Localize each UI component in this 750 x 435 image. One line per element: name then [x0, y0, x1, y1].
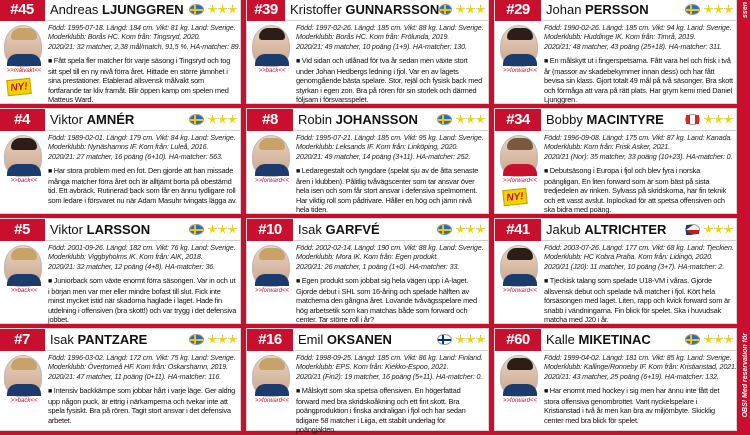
last-name: ALTRICHTER: [584, 222, 667, 237]
facts-stats: 2020/21: 26 matcher, 1 poäng (1+0). HA-matcher: 33.: [296, 261, 460, 271]
rating-star-icon: [218, 335, 227, 344]
country-flag-icon: [189, 224, 204, 235]
country-flag-icon: [685, 114, 700, 125]
position-label: >>forward<<: [502, 288, 538, 294]
player-description: ■ Intensiv backkämpe som jobbar hårt i varje läge. Ger aldrig upp någon puck, är ettrig i närkamperna och tvekar inte att spela fysiskt. Bra på rören. Tagit stort ansvar i det defensiva arbetet.: [48, 386, 237, 428]
facts-birth: Född: 2003-07-26. Längd: 177 cm. Vikt: 68 kg. Land: Tjeckien.: [544, 243, 734, 252]
side-text-bottom: OBS! Med reservation för: [742, 332, 749, 417]
side-text-top: ssen: [742, 2, 749, 18]
rating-star-icon: [208, 115, 217, 124]
first-name: Viktor: [50, 222, 83, 237]
player-facts: [544, 133, 733, 161]
player-name: [541, 112, 685, 127]
rating-star-icon: [476, 5, 485, 14]
player-card: [0, 108, 241, 214]
rating-star-icon: [466, 115, 475, 124]
facts-birth: Född: 2001-09-26. Längd: 182 cm. Vikt: 76 kg. Land: Sverige.: [48, 243, 236, 252]
position-label: >>back<<: [10, 178, 38, 184]
player-card: [0, 328, 241, 431]
last-name: PANTZARE: [77, 332, 148, 347]
player-card: [246, 108, 489, 214]
player-facts: [544, 353, 737, 381]
player-name: [45, 2, 189, 17]
card-header: [0, 219, 240, 241]
facts-club: Moderklubb: Mora IK. Kom från: Egen produkt.: [296, 252, 439, 262]
position-label: >>forward<<: [254, 398, 290, 404]
country-flag-icon: [189, 114, 204, 125]
player-photo: [500, 355, 538, 397]
rating-star-icon: [456, 225, 465, 234]
facts-birth: Född: 1996-03-02. Längd: 172 cm. Vikt: 75 kg. Land: Sverige.: [48, 353, 236, 362]
card-header: [495, 219, 736, 241]
country-flag-icon: [437, 114, 452, 125]
facts-stats: 2020/21: 49 matcher, 14 poäng (3+11). HA-matcher: 252.: [296, 151, 471, 161]
player-description: ■ Debutsäsong i Europa i fjol och blev fyra i norska poängligan. En liten forward som är som bäst på sista tredjedelen av rinken. Sylvass på skridskorna, har fin teknik och ett vasst avslut. Inplockad för att spetsa offensiven och ska bidra med poäng.: [544, 166, 733, 211]
rating-stars: [456, 5, 485, 14]
rating-stars: [704, 115, 733, 124]
player-name: [541, 222, 685, 237]
rating-star-icon: [724, 225, 733, 234]
player-name: [285, 2, 439, 17]
facts-birth: Född: 1989-02-01. Längd: 179 cm. Vikt: 84 kg. Land: Sverige.: [48, 133, 236, 142]
facts-stats: 2020/21: 43 matcher, 25 poäng (6+19). HA-matcher: 132.: [544, 371, 719, 381]
first-name: Isak: [50, 332, 74, 347]
rating-star-icon: [724, 115, 733, 124]
player-photo: [500, 25, 538, 67]
player-photo: [252, 135, 290, 177]
rating-stars: [208, 5, 237, 14]
facts-birth: Född: 1995-07-18. Längd: 184 cm. Vikt: 81 kg. Land: Sverige.: [48, 23, 236, 32]
jersey-number: #4: [0, 109, 45, 131]
rating-stars: [208, 225, 237, 234]
rating-star-icon: [466, 225, 475, 234]
last-name: MIKETINAC: [578, 332, 651, 347]
player-photo: [252, 25, 290, 67]
player-card: [494, 0, 737, 104]
rating-star-icon: [208, 5, 217, 14]
player-facts: [48, 133, 237, 161]
last-name: GARFVÉ: [325, 222, 380, 237]
position-label: >>back<<: [258, 68, 286, 74]
player-description: ■ Vid sidan och utlånad för tva år sedan men växte stort under Johan Hedbergs ledning i fjol. Var en av lagets genomgående bästa spelare. Stor, rejäl och fysisk back med styrkan i egen zon. Bra på rören för sin storlek och därmed följsam i försvarsspelet.: [296, 56, 485, 101]
first-name: Johan: [546, 2, 582, 17]
player-name: [541, 332, 685, 347]
rating-star-icon: [228, 5, 237, 14]
player-name: [45, 332, 189, 347]
jersey-number: #39: [247, 0, 285, 21]
rating-star-icon: [704, 335, 713, 344]
player-name: [541, 2, 685, 17]
player-card: [494, 108, 737, 214]
player-name: [293, 112, 437, 127]
first-name: Robin: [298, 112, 332, 127]
last-name: JOHANSSON: [335, 112, 418, 127]
facts-stats: 2020/21: 27 matcher, 16 poäng (6+10). HA-matcher: 563.: [48, 151, 223, 161]
player-name: [45, 222, 189, 237]
jersey-number: #45: [0, 0, 45, 21]
rating-stars: [456, 335, 485, 344]
facts-club: Moderklubb: Viggbyholms IK. Kom från: AIK, 2018.: [48, 252, 203, 262]
rating-star-icon: [228, 335, 237, 344]
rating-star-icon: [724, 335, 733, 344]
jersey-number: #29: [495, 0, 541, 21]
player-name: [293, 332, 437, 347]
player-photo: [252, 245, 290, 287]
last-name: GUNNARSSON: [345, 2, 440, 17]
player-facts: [296, 133, 485, 161]
last-name: AMNÉR: [86, 112, 135, 127]
player-facts: [48, 243, 237, 271]
facts-stats: 2020/21 (J20): 11 matcher, 10 poäng (3+7). HA-matcher: 2.: [544, 261, 725, 271]
first-name: Viktor: [50, 112, 83, 127]
card-header: [495, 109, 736, 131]
player-photo: [252, 355, 290, 397]
first-name: Andreas: [50, 2, 99, 17]
rating-stars: [456, 225, 485, 234]
jersey-number: #60: [495, 329, 541, 351]
last-name: LJUNGGREN: [102, 2, 184, 17]
position-label: >>back<<: [10, 288, 38, 294]
rating-stars: [456, 115, 485, 124]
player-card: [246, 218, 489, 324]
facts-stats: 2020/21: 32 matcher, 12 poäng (4+8). HA-matcher: 36.: [48, 261, 216, 271]
card-header: [247, 0, 488, 21]
first-name: Jakub: [546, 222, 581, 237]
player-description: ■ Har stora problem med en fot. Den gjorde att han missade många matcher förra året och är alltjämt borta på obestämd tid. Ett avbräck. Rutinerad back som får en ännu tydligare roll som ledare i försvaret nu när Adam Masuhr tvingats lägga av.: [48, 166, 237, 211]
player-name: [293, 222, 437, 237]
last-name: OKSANEN: [326, 332, 392, 347]
player-description: ■ Juniorback som växte enormt förra säsongen. Var in och ut i början men var mer eller mindre bofast till slut. Fick inte minst mycket istid när skadorna haglade i laget. Hade fin utdelning i offensiven (bra skott!) och var trygg i det defensiva jobbet.: [48, 276, 237, 321]
facts-stats: 2020/21: 49 matcher, 10 poäng (1+9). HA-matcher: 130.: [296, 41, 467, 51]
rating-stars: [704, 5, 733, 14]
player-photo: [4, 135, 42, 177]
player-photo: [4, 355, 42, 397]
rating-star-icon: [704, 115, 713, 124]
jersey-number: #5: [0, 219, 45, 241]
country-flag-icon: [685, 224, 700, 235]
player-facts: [48, 353, 237, 381]
player-description: ■ Ledaregestalt och tyngdare (spelat sju av de åtta senaste åren i klubben). Pålitlig tvåvägscenter som tar ansvar över hela isen och som får stort ansvar i defensiva spelmoment. Har viktig roll som pådrivare. Håller en hög och jämn nivå hela tiden.: [296, 166, 485, 211]
rating-star-icon: [704, 5, 713, 14]
country-flag-icon: [685, 334, 700, 345]
position-label: >>back<<: [10, 398, 38, 404]
facts-birth: Född: 1997-02-26. Längd: 185 cm. Vikt: 88 kg. Land: Sverige.: [296, 23, 484, 32]
rating-star-icon: [228, 225, 237, 234]
player-name: [45, 112, 189, 127]
side-strip: [738, 0, 750, 421]
country-flag-icon: [685, 4, 700, 15]
jersey-number: #16: [247, 329, 293, 351]
rating-star-icon: [714, 225, 723, 234]
rating-star-icon: [724, 5, 733, 14]
player-facts: [544, 23, 733, 51]
facts-club: Moderklubb: Borås HC. Kom från: Tingsryd, 2020.: [48, 32, 201, 42]
facts-club: Moderklubb: Kom från: Frisk Asker, 2021.: [544, 142, 670, 152]
facts-club: Moderklubb: HC Kobra Praha. Kom från: Lidingö, 2020.: [544, 252, 713, 262]
facts-stats: 2020/21 (Nor): 35 matcher, 33 poäng (10+23). HA-matcher: 0.: [544, 151, 733, 161]
player-description: ■ Har enormt med hockey i sig men har ännu inte fått det stora offensiva genombrottet. Varit nyckelspelare i Kristianstad i två år men kan bra av miljömbyte. Skicklig center med bra blick för spelet.: [544, 386, 733, 428]
player-card: [246, 328, 489, 435]
rating-star-icon: [704, 225, 713, 234]
jersey-number: #10: [247, 219, 293, 241]
player-photo: [4, 245, 42, 287]
card-header: [495, 329, 736, 351]
first-name: Bobby: [546, 112, 583, 127]
facts-club: Moderklubb: Borås HC. Kom från: Frölunda, 2019.: [296, 32, 450, 42]
rating-star-icon: [228, 115, 237, 124]
rating-star-icon: [476, 115, 485, 124]
rating-star-icon: [218, 225, 227, 234]
facts-club: Moderklubb: Leksands IF. Kom från: Linköping, 2020.: [296, 142, 459, 152]
jersey-number: #41: [495, 219, 541, 241]
card-header: [247, 109, 488, 131]
rating-star-icon: [208, 335, 217, 344]
player-description: ■ Målskytt som ska spetsa offensiven. En högerfattad forward med bra skridskoåkning och ett fint skott. Bra poängproduktion i finska andraligan i fjol och har sedan tidigare 58 matcher i Liiga, ett stabilt underlag för poängjakten.: [296, 386, 485, 428]
rating-star-icon: [476, 335, 485, 344]
facts-birth: Född: 1998-09-25. Längd: 185 cm. Vikt: 86 kg. Land: Finland.: [296, 353, 483, 362]
facts-stats: 2020/21 (Fin2): 19 matcher, 16 poäng (5+11). HA-matcher: 0.: [296, 371, 483, 381]
position-label: >>forward<<: [502, 178, 538, 184]
facts-club: Moderklubb: Huddinge IK. Kom från: Timrå, 2019.: [544, 32, 696, 42]
position-label: >>forward<<: [502, 68, 538, 74]
facts-birth: Född: 1990-02-26. Längd: 185 cm. Vikt: 94 kg. Land: Sverige.: [544, 23, 732, 32]
facts-stats: 2020/21: 48 matcher, 43 poäng (25+18). HA-matcher: 311.: [544, 41, 723, 51]
position-label: >>forward<<: [502, 398, 538, 404]
player-description: ■ Fått spela fler matcher för varje säsong i Tingsryd och tog sitt spel till en ny nivå förra året. Hittade en större jämnhet i sina prestationer. Etablerad allsvensk målvakt som fortfarande tar kliv framåt. Blir öppen kamp om spelen med Matteus Ward.: [48, 56, 237, 101]
country-flag-icon: [437, 334, 452, 345]
rating-stars: [208, 335, 237, 344]
facts-club: Moderklubb: Övertorneå HF. Kom från: Oskarshamn, 2019.: [48, 362, 228, 372]
player-description: ■ En målskytt ut i fingerspetsarna. Fått vara hel och frisk i två år (massor av skadebekymmer innan dess) och har fått bevisa sin klass. Gjort totalt 49 mål på två säsonger. Bra skott och förmåga att vara på rätt plats. Har grym kemi med Daniel Ljunggren.: [544, 56, 733, 101]
player-facts: [296, 243, 485, 271]
facts-club: Moderklubb: Nynäshamns IF. Kom från: Luleå, 2016.: [48, 142, 209, 152]
facts-birth: Född: 1996-09-08. Längd: 175 cm. Vikt: 87 kg. Land: Kanada.: [544, 133, 733, 142]
card-header: [0, 0, 240, 21]
jersey-number: #34: [495, 109, 541, 131]
player-photo: [500, 135, 538, 177]
player-card: [494, 218, 737, 324]
player-card: [494, 328, 737, 431]
player-facts: [296, 23, 485, 51]
first-name: Isak: [298, 222, 322, 237]
facts-birth: Född: 1999-04-02. Längd: 181 cm. Vikt: 85 kg. Land: Sverige.: [544, 353, 732, 362]
player-facts: [296, 353, 485, 381]
rating-star-icon: [714, 335, 723, 344]
rating-star-icon: [456, 115, 465, 124]
rating-stars: [208, 115, 237, 124]
last-name: PERSSON: [585, 2, 649, 17]
new-badge: NY!: [502, 188, 528, 206]
player-card: [0, 0, 241, 104]
rating-stars: [704, 335, 733, 344]
position-label: >>forward<<: [254, 178, 290, 184]
facts-stats: 2020/21: 47 matcher, 11 poäng (0+11). HA-matcher: 116.: [48, 371, 222, 381]
card-header: [247, 219, 488, 241]
rating-star-icon: [714, 115, 723, 124]
new-badge: NY!: [6, 78, 32, 96]
first-name: Kristoffer: [289, 2, 342, 17]
rating-star-icon: [466, 5, 475, 14]
player-photo: [500, 245, 538, 287]
first-name: Emil: [298, 332, 324, 347]
country-flag-icon: [439, 4, 452, 15]
player-description: ■ Egen produkt som jobbat sig hela vägen upp i A-laget. Gjorde debut i SHL som 16-åring och spelade hälften av matcherna den gångna året. Lovande tvåvägsspelare med hög arbetsetik som kan matchas både som forward och center. Tar större roll i år?: [296, 276, 485, 321]
player-facts: [544, 243, 733, 271]
card-header: [0, 329, 240, 351]
country-flag-icon: [437, 224, 452, 235]
rating-star-icon: [208, 225, 217, 234]
position-label: >>målvakt<<: [6, 68, 42, 74]
card-header: [495, 0, 736, 21]
player-facts: [48, 23, 241, 51]
rating-star-icon: [476, 225, 485, 234]
position-label: >>forward<<: [254, 288, 290, 294]
rating-star-icon: [456, 5, 465, 14]
first-name: Kalle: [546, 332, 575, 347]
player-card: [0, 218, 241, 324]
facts-birth: Född: 2002-02-14. Längd: 190 cm. Vikt: 88 kg. Land: Sverige.: [296, 243, 484, 252]
rating-star-icon: [714, 5, 723, 14]
rating-stars: [704, 225, 733, 234]
card-header: [0, 109, 240, 131]
country-flag-icon: [189, 334, 204, 345]
player-card: [246, 0, 489, 104]
facts-birth: Född: 1995-07-21. Längd: 185 cm. Vikt: 95 kg. Land: Sverige.: [296, 133, 484, 142]
jersey-number: #7: [0, 329, 45, 351]
last-name: MACINTYRE: [586, 112, 664, 127]
player-photo: [4, 25, 42, 67]
facts-club: Moderklubb: EPS. Kom från: Kiekko-Espoo, 2021.: [296, 362, 449, 372]
facts-stats: 2020/21: 32 matcher, 2,38 mål/match, 91,5 %. HA-matcher: 89.: [48, 41, 241, 51]
card-header: [247, 329, 488, 351]
rating-star-icon: [466, 335, 475, 344]
rating-star-icon: [456, 335, 465, 344]
rating-star-icon: [218, 5, 227, 14]
jersey-number: #8: [247, 109, 293, 131]
facts-club: Moderklubb: Kallinge/Ronneby IF. Kom från: Kristianstad, 2021.: [544, 362, 737, 372]
last-name: LARSSON: [86, 222, 151, 237]
rating-star-icon: [218, 115, 227, 124]
player-description: ■ Tjeckisk talang som spelade U18-VM i våras. Gjorde allsvensk debut och spelade två matcher i fjol. Kört hela försäsongen med laget. Liten, rapp och kvick forward som är snabb i vändningarna. Fin blick för spelet. Ska i huvudsak matcha med J20 i år.: [544, 276, 733, 321]
country-flag-icon: [189, 4, 204, 15]
